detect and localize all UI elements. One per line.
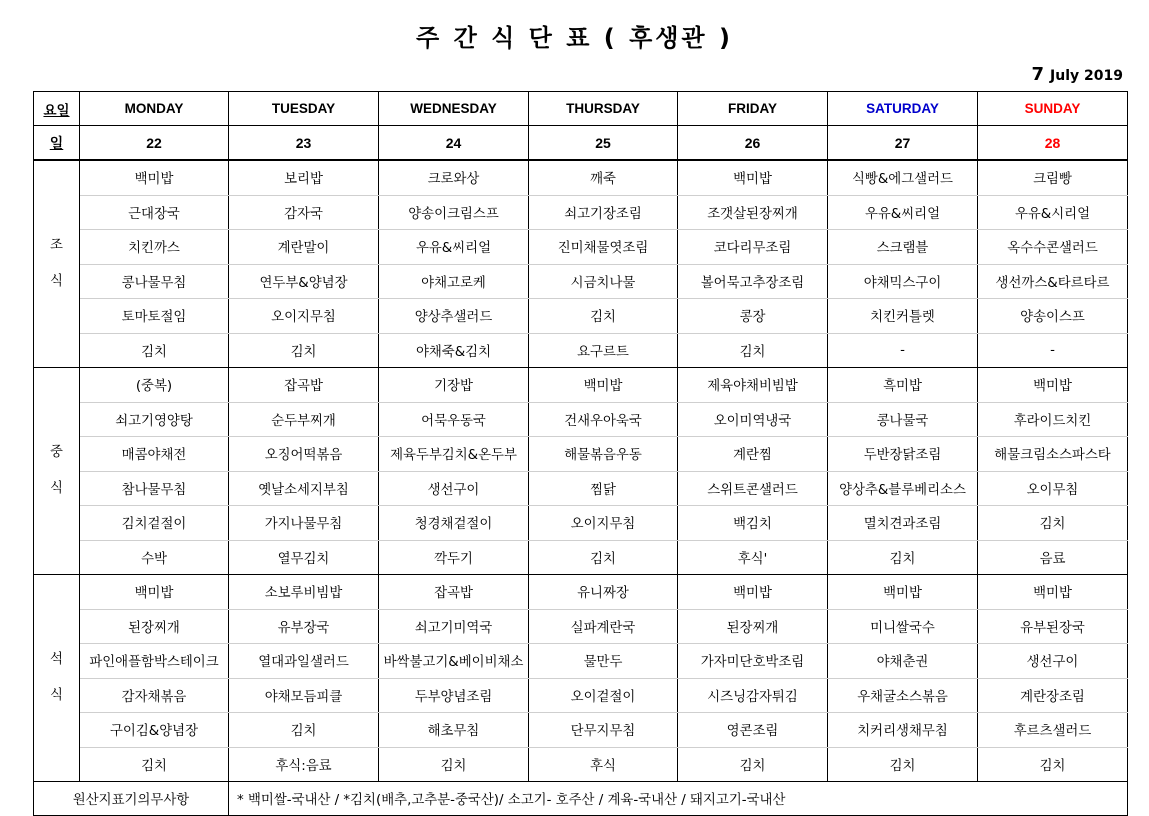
breakfast-menu-row [34,195,1128,230]
menu-item-lunch-tuesday: 열무김치 [229,540,379,575]
menu-item-lunch-saturday: 흑미밥 [828,368,978,403]
menu-item-breakfast-thursday: 김치 [529,299,678,334]
menu-item-lunch-saturday: 멸치견과조림 [828,506,978,541]
date-sunday: 28 [978,126,1128,161]
date-friday: 26 [678,126,828,161]
menu-item-lunch-sunday: 후라이드치킨 [978,402,1128,437]
menu-item-breakfast-saturday: 우유&씨리얼 [828,195,978,230]
menu-item-dinner-friday: 시즈닝감자튀김 [678,678,828,713]
dinner-menu-row [34,644,1128,679]
dinner-menu-row [34,678,1128,713]
menu-item-dinner-sunday: 생선구이 [978,644,1128,679]
menu-item-dinner-monday: 김치 [80,747,229,782]
menu-item-dinner-thursday: 실파계란국 [529,609,678,644]
page-title: 주 간 식 단 표 ( 후생관 ) [416,24,733,52]
menu-item-lunch-sunday: 음료 [978,540,1128,575]
date-month-year: July 2019 [1050,68,1123,84]
weekday-header-row [34,92,1128,126]
menu-item-lunch-wednesday: 생선구이 [379,471,529,506]
menu-item-dinner-saturday: 백미밥 [828,575,978,610]
day-name-tuesday: TUESDAY [229,92,379,126]
menu-item-breakfast-sunday: 생선까스&타르타르 [978,264,1128,299]
lunch-menu-row [34,437,1128,472]
menu-item-breakfast-monday: 백미밥 [80,160,229,195]
menu-item-lunch-tuesday: 오징어떡볶음 [229,437,379,472]
menu-item-dinner-thursday: 단무지무침 [529,713,678,748]
menu-item-dinner-tuesday: 소보루비빔밥 [229,575,379,610]
menu-item-lunch-monday: 김치겉절이 [80,506,229,541]
menu-item-dinner-saturday: 야채춘권 [828,644,978,679]
lunch-menu-row [34,506,1128,541]
breakfast-label-top: 조 [50,238,63,253]
menu-item-breakfast-friday: 김치 [678,333,828,368]
menu-item-lunch-friday: 제육야채비빔밥 [678,368,828,403]
menu-item-dinner-tuesday: 후식:음료 [229,747,379,782]
menu-item-breakfast-thursday: 진미채물엿조림 [529,230,678,265]
menu-item-dinner-wednesday: 잡곡밥 [379,575,529,610]
origin-notice-row [34,782,1128,816]
breakfast-label-bottom: 식 [50,274,63,289]
menu-item-dinner-wednesday: 해초무침 [379,713,529,748]
breakfast-menu-row [34,160,1128,195]
date-saturday: 27 [828,126,978,161]
menu-item-dinner-thursday: 물만두 [529,644,678,679]
menu-item-dinner-monday: 파인애플함박스테이크 [80,644,229,679]
menu-item-breakfast-sunday: 우유&시리얼 [978,195,1128,230]
menu-item-dinner-wednesday: 김치 [379,747,529,782]
menu-item-dinner-friday: 백미밥 [678,575,828,610]
dinner-menu-row [34,609,1128,644]
menu-item-lunch-thursday: 찜닭 [529,471,678,506]
menu-item-lunch-thursday: 해물볶음우동 [529,437,678,472]
dinner-label-bottom: 식 [50,688,63,703]
menu-item-dinner-friday: 김치 [678,747,828,782]
menu-item-lunch-wednesday: 제육두부김치&온두부 [379,437,529,472]
menu-item-breakfast-saturday: - [828,333,978,368]
menu-item-lunch-saturday: 김치 [828,540,978,575]
menu-item-lunch-monday: 쇠고기영양탕 [80,402,229,437]
date-day: 7 [1031,64,1045,85]
menu-item-dinner-saturday: 치커리생채무침 [828,713,978,748]
menu-item-lunch-tuesday: 잡곡밥 [229,368,379,403]
breakfast-menu-row [34,264,1128,299]
menu-item-breakfast-tuesday: 김치 [229,333,379,368]
menu-item-lunch-thursday: 오이지무침 [529,506,678,541]
dinner-menu-row [34,575,1128,610]
menu-item-breakfast-friday: 볼어묵고추장조림 [678,264,828,299]
breakfast-menu-row [34,230,1128,265]
menu-item-lunch-saturday: 두반장닭조림 [828,437,978,472]
menu-item-breakfast-saturday: 스크램블 [828,230,978,265]
menu-item-lunch-monday: 참나물무침 [80,471,229,506]
menu-item-dinner-friday: 가자미단호박조림 [678,644,828,679]
breakfast-menu-row [34,299,1128,334]
menu-item-breakfast-wednesday: 우유&씨리얼 [379,230,529,265]
menu-item-dinner-saturday: 김치 [828,747,978,782]
menu-item-dinner-friday: 된장찌개 [678,609,828,644]
menu-item-breakfast-wednesday: 야채고로케 [379,264,529,299]
menu-item-breakfast-sunday: 옥수수콘샐러드 [978,230,1128,265]
menu-item-lunch-sunday: 해물크림소스파스타 [978,437,1128,472]
menu-item-breakfast-thursday: 요구르트 [529,333,678,368]
day-name-sunday: SUNDAY [978,92,1128,126]
menu-item-dinner-tuesday: 유부장국 [229,609,379,644]
menu-item-dinner-wednesday: 두부양념조림 [379,678,529,713]
menu-item-breakfast-monday: 김치 [80,333,229,368]
weekly-menu-table [33,91,1128,816]
menu-item-lunch-wednesday: 깍두기 [379,540,529,575]
menu-item-lunch-tuesday: 옛날소세지부침 [229,471,379,506]
menu-item-breakfast-friday: 코다리무조림 [678,230,828,265]
lunch-menu-row [34,368,1128,403]
menu-item-dinner-thursday: 유니짜장 [529,575,678,610]
menu-item-breakfast-saturday: 식빵&에그샐러드 [828,160,978,195]
dinner-label [34,575,80,782]
breakfast-menu-row [34,333,1128,368]
menu-item-dinner-thursday: 후식 [529,747,678,782]
dinner-menu-row [34,713,1128,748]
menu-item-dinner-monday: 감자채볶음 [80,678,229,713]
menu-item-breakfast-tuesday: 계란말이 [229,230,379,265]
menu-date [1032,64,1123,85]
menu-item-breakfast-thursday: 시금치나물 [529,264,678,299]
menu-item-breakfast-wednesday: 양상추샐러드 [379,299,529,334]
menu-item-dinner-sunday: 백미밥 [978,575,1128,610]
menu-item-lunch-friday: 백김치 [678,506,828,541]
lunch-label [34,368,80,575]
menu-item-breakfast-thursday: 쇠고기장조림 [529,195,678,230]
menu-item-lunch-thursday: 건새우아욱국 [529,402,678,437]
menu-item-breakfast-monday: 토마토절임 [80,299,229,334]
date-wednesday: 24 [379,126,529,161]
menu-item-breakfast-sunday: - [978,333,1128,368]
lunch-menu-row [34,402,1128,437]
menu-item-breakfast-sunday: 양송이스프 [978,299,1128,334]
menu-item-breakfast-sunday: 크림빵 [978,160,1128,195]
menu-item-lunch-friday: 계란찜 [678,437,828,472]
day-name-saturday: SATURDAY [828,92,978,126]
menu-item-breakfast-monday: 콩나물무침 [80,264,229,299]
menu-item-breakfast-monday: 근대장국 [80,195,229,230]
menu-item-breakfast-thursday: 깨죽 [529,160,678,195]
origin-notice-text: * 백미쌀-국내산 / *김치(배추,고추분-중국산)/ 소고기- 호주산 / 계육-국내산 / 돼지고기-국내산 [229,782,1128,816]
date-tuesday: 23 [229,126,379,161]
menu-item-lunch-monday: 매콤야채전 [80,437,229,472]
menu-item-lunch-saturday: 양상추&블루베리소스 [828,471,978,506]
lunch-label-bottom: 식 [50,481,63,496]
menu-item-breakfast-wednesday: 야채죽&김치 [379,333,529,368]
menu-item-lunch-monday: (중복) [80,368,229,403]
day-name-wednesday: WEDNESDAY [379,92,529,126]
menu-item-breakfast-saturday: 치킨커틀렛 [828,299,978,334]
breakfast-label [34,160,80,368]
menu-item-dinner-tuesday: 열대과일샐러드 [229,644,379,679]
menu-item-lunch-friday: 오이미역냉국 [678,402,828,437]
lunch-menu-row [34,471,1128,506]
menu-item-breakfast-monday: 치킨까스 [80,230,229,265]
date-row-label: 일 [34,126,80,161]
menu-item-dinner-saturday: 우채굴소스볶음 [828,678,978,713]
menu-item-dinner-tuesday: 김치 [229,713,379,748]
menu-item-breakfast-saturday: 야채믹스구이 [828,264,978,299]
menu-item-lunch-friday: 스위트콘샐러드 [678,471,828,506]
menu-item-breakfast-friday: 백미밥 [678,160,828,195]
day-name-monday: MONDAY [80,92,229,126]
date-thursday: 25 [529,126,678,161]
menu-item-breakfast-friday: 콩장 [678,299,828,334]
dinner-label-top: 석 [50,652,63,667]
menu-item-breakfast-tuesday: 보리밥 [229,160,379,195]
menu-item-dinner-wednesday: 쇠고기미역국 [379,609,529,644]
menu-item-dinner-sunday: 유부된장국 [978,609,1128,644]
menu-item-lunch-sunday: 백미밥 [978,368,1128,403]
menu-item-dinner-sunday: 김치 [978,747,1128,782]
menu-item-lunch-wednesday: 청경채겉절이 [379,506,529,541]
menu-item-lunch-thursday: 백미밥 [529,368,678,403]
menu-item-breakfast-wednesday: 양송이크림스프 [379,195,529,230]
menu-item-dinner-sunday: 후르츠샐러드 [978,713,1128,748]
menu-item-lunch-monday: 수박 [80,540,229,575]
menu-item-breakfast-tuesday: 오이지무침 [229,299,379,334]
menu-item-dinner-saturday: 미니쌀국수 [828,609,978,644]
day-name-thursday: THURSDAY [529,92,678,126]
menu-item-dinner-tuesday: 야채모듬피클 [229,678,379,713]
menu-item-lunch-sunday: 오이무침 [978,471,1128,506]
menu-item-lunch-thursday: 김치 [529,540,678,575]
menu-item-breakfast-friday: 조갯살된장찌개 [678,195,828,230]
dinner-menu-row [34,747,1128,782]
date-header-row [34,126,1128,161]
date-monday: 22 [80,126,229,161]
menu-item-dinner-monday: 구이김&양념장 [80,713,229,748]
menu-item-lunch-tuesday: 순두부찌개 [229,402,379,437]
menu-item-dinner-thursday: 오이겉절이 [529,678,678,713]
menu-item-breakfast-tuesday: 감자국 [229,195,379,230]
menu-item-dinner-wednesday: 바싹불고기&베이비채소 [379,644,529,679]
menu-item-lunch-wednesday: 어묵우동국 [379,402,529,437]
menu-item-dinner-friday: 영콘조림 [678,713,828,748]
menu-item-dinner-sunday: 계란장조림 [978,678,1128,713]
menu-item-breakfast-tuesday: 연두부&양념장 [229,264,379,299]
menu-item-dinner-monday: 된장찌개 [80,609,229,644]
lunch-label-top: 중 [50,445,63,460]
menu-item-lunch-tuesday: 가지나물무침 [229,506,379,541]
lunch-menu-row [34,540,1128,575]
menu-item-lunch-friday: 후식' [678,540,828,575]
menu-item-lunch-saturday: 콩나물국 [828,402,978,437]
menu-item-lunch-sunday: 김치 [978,506,1128,541]
menu-item-dinner-monday: 백미밥 [80,575,229,610]
weekday-row-label: 요일 [34,92,80,126]
origin-notice-label: 원산지표기의무사항 [34,782,229,816]
day-name-friday: FRIDAY [678,92,828,126]
menu-item-breakfast-wednesday: 크로와상 [379,160,529,195]
menu-item-lunch-wednesday: 기장밥 [379,368,529,403]
